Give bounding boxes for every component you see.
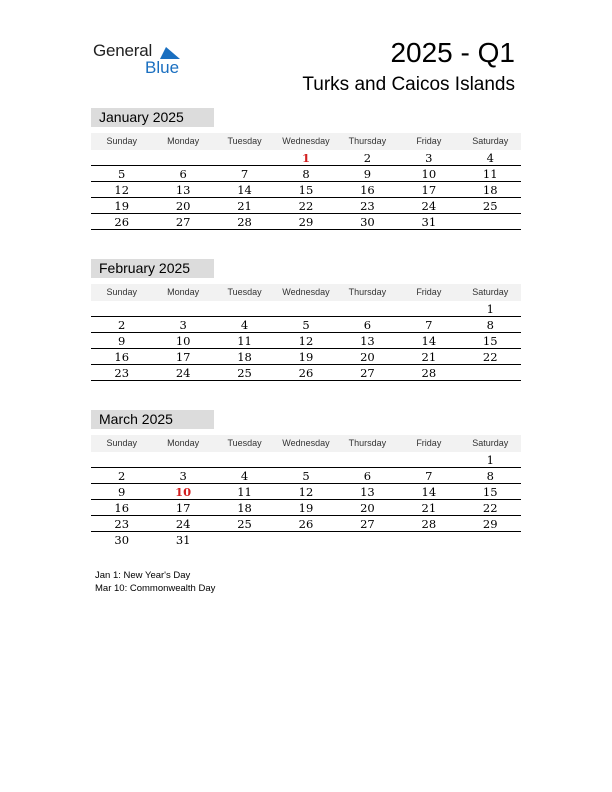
week-row (91, 150, 521, 166)
day-cell (214, 150, 275, 165)
day-cell: 16 (114, 501, 130, 515)
day-cell: 21 (421, 350, 437, 364)
day-cell: 3 (179, 469, 187, 483)
day-cell: 10 (421, 167, 437, 181)
week-row (91, 198, 521, 214)
day-cell (275, 452, 336, 467)
day-cell: 28 (237, 215, 252, 229)
day-cell: 16 (114, 350, 130, 364)
day-cell: 17 (175, 501, 191, 515)
day-cell: 13 (360, 485, 375, 499)
day-cell: 23 (114, 366, 130, 380)
day-cell: 21 (237, 199, 252, 213)
day-cell: 8 (486, 469, 494, 483)
weekday-label: Sunday (106, 438, 137, 448)
day-cell (214, 532, 275, 547)
day-cell: 4 (486, 151, 494, 165)
weekday-label: Monday (167, 287, 200, 297)
day-cell: 27 (175, 215, 191, 229)
day-cell: 19 (114, 199, 130, 213)
day-cell (214, 452, 275, 467)
week-row (91, 214, 521, 230)
weekday-label: Wednesday (282, 438, 330, 448)
holiday-notes (95, 570, 215, 595)
day-cell: 24 (175, 517, 191, 531)
day-cell (91, 150, 152, 165)
weekday-label: Wednesday (282, 136, 330, 146)
country-subtitle: Turks and Caicos Islands (302, 74, 515, 95)
day-cell (152, 150, 213, 165)
day-cell: 23 (360, 199, 375, 213)
day-cell: 30 (114, 533, 130, 547)
holiday-day-cell: 1 (301, 151, 310, 165)
day-cell: 9 (363, 167, 372, 181)
day-cell: 24 (175, 366, 191, 380)
day-cell (460, 365, 521, 380)
week-row (91, 500, 521, 516)
day-cell: 4 (240, 469, 249, 483)
weekday-header-row (91, 133, 521, 150)
page-title: 2025 - Q1 (390, 37, 515, 68)
month-calendar (91, 108, 521, 230)
day-cell: 8 (302, 167, 310, 181)
day-cell: 23 (114, 517, 130, 531)
day-cell: 21 (421, 501, 437, 515)
day-cell: 12 (114, 183, 130, 197)
day-cell: 13 (175, 183, 191, 197)
day-cell: 5 (302, 318, 310, 332)
weekday-header-row (91, 435, 521, 452)
day-cell: 27 (360, 366, 375, 380)
day-cell (152, 452, 213, 467)
day-cell: 22 (482, 501, 498, 515)
day-cell: 11 (237, 334, 252, 348)
day-cell: 7 (425, 318, 433, 332)
day-cell: 18 (237, 501, 252, 515)
day-cell: 20 (360, 501, 375, 515)
week-row (91, 166, 521, 182)
day-cell (398, 452, 459, 467)
weekday-label: Saturday (472, 287, 509, 297)
day-cell (91, 452, 152, 467)
day-cell: 27 (360, 517, 375, 531)
day-cell: 31 (421, 215, 437, 229)
weekday-label: Saturday (472, 438, 509, 448)
month-calendar (91, 259, 521, 381)
weekday-label: Thursday (348, 438, 387, 448)
day-cell: 17 (421, 183, 437, 197)
day-cell: 11 (237, 485, 252, 499)
day-cell: 30 (360, 215, 375, 229)
day-cell: 15 (482, 334, 498, 348)
day-cell: 3 (425, 151, 433, 165)
day-cell: 15 (482, 485, 498, 499)
weekday-label: Tuesday (227, 287, 262, 297)
week-row (91, 452, 521, 468)
day-cell: 13 (360, 334, 375, 348)
day-cell (275, 301, 336, 316)
day-cell: 24 (421, 199, 437, 213)
day-cell: 17 (175, 350, 191, 364)
week-row (91, 333, 521, 349)
day-cell: 4 (240, 318, 249, 332)
weekday-label: Tuesday (227, 136, 262, 146)
weekday-label: Thursday (348, 287, 387, 297)
weekday-label: Wednesday (282, 287, 330, 297)
day-cell: 5 (118, 167, 126, 181)
day-cell: 9 (118, 485, 126, 499)
day-cell: 6 (363, 318, 372, 332)
day-cell (337, 452, 398, 467)
day-cell: 14 (421, 485, 437, 499)
day-cell: 11 (482, 167, 498, 181)
day-cell (460, 214, 521, 229)
weekday-label: Monday (167, 136, 200, 146)
week-row (91, 484, 521, 500)
weekday-label: Saturday (472, 136, 509, 146)
day-cell: 3 (179, 318, 187, 332)
day-cell: 19 (298, 501, 314, 515)
day-cell: 26 (298, 366, 314, 380)
week-row (91, 301, 521, 317)
holiday-note: Mar 10: Commonwealth Day (95, 582, 216, 594)
day-cell: 26 (114, 215, 130, 229)
day-cell: 6 (363, 469, 372, 483)
day-cell: 16 (360, 183, 375, 197)
week-row (91, 317, 521, 333)
weekday-label: Monday (167, 438, 200, 448)
day-cell: 12 (298, 485, 314, 499)
week-row (91, 468, 521, 484)
day-cell: 2 (363, 151, 372, 165)
day-cell: 2 (118, 318, 126, 332)
day-cell (214, 301, 275, 316)
day-cell: 20 (360, 350, 375, 364)
day-cell: 18 (482, 183, 498, 197)
month-title: January 2025 (91, 108, 214, 127)
day-cell (91, 301, 152, 316)
month-title: March 2025 (91, 410, 214, 429)
week-row (91, 349, 521, 365)
day-cell: 14 (237, 183, 252, 197)
day-cell (337, 532, 398, 547)
holiday-note: Jan 1: New Year's Day (95, 570, 191, 581)
week-row (91, 365, 521, 381)
general-blue-logo (93, 41, 193, 81)
month-title: February 2025 (91, 259, 214, 278)
day-cell (337, 301, 398, 316)
day-cell: 2 (118, 469, 126, 483)
day-cell: 12 (298, 334, 314, 348)
day-cell: 8 (486, 318, 494, 332)
logo-text-general: General (93, 41, 153, 60)
weekday-label: Sunday (106, 287, 137, 297)
day-cell: 14 (421, 334, 437, 348)
weekday-label: Tuesday (227, 438, 262, 448)
day-cell: 10 (175, 334, 191, 348)
weekday-label: Friday (416, 287, 442, 297)
holiday-day-cell: 10 (175, 485, 192, 499)
day-cell (398, 532, 459, 547)
month-calendar (91, 410, 521, 547)
week-row (91, 516, 521, 532)
day-cell: 31 (175, 533, 191, 547)
day-cell (275, 532, 336, 547)
day-cell: 1 (486, 453, 494, 467)
week-row (91, 182, 521, 198)
day-cell: 29 (482, 517, 498, 531)
day-cell: 28 (421, 517, 437, 531)
weekday-label: Sunday (106, 136, 137, 146)
day-cell: 15 (298, 183, 314, 197)
weekday-label: Friday (416, 136, 442, 146)
day-cell: 28 (421, 366, 437, 380)
weekday-header-row (91, 284, 521, 301)
weekday-label: Friday (416, 438, 442, 448)
day-cell: 22 (298, 199, 314, 213)
day-cell: 5 (302, 469, 310, 483)
day-cell: 26 (298, 517, 314, 531)
day-cell: 29 (298, 215, 314, 229)
logo-text-blue: Blue (145, 58, 180, 77)
day-cell: 20 (175, 199, 191, 213)
week-row (91, 532, 521, 547)
day-cell: 18 (237, 350, 252, 364)
day-cell: 1 (486, 302, 494, 316)
day-cell: 7 (240, 167, 249, 181)
day-cell: 7 (425, 469, 433, 483)
day-cell (460, 532, 521, 547)
day-cell: 9 (118, 334, 126, 348)
day-cell: 25 (237, 517, 252, 531)
day-cell: 19 (298, 350, 314, 364)
weekday-label: Thursday (348, 136, 387, 146)
day-cell (152, 301, 213, 316)
day-cell: 25 (237, 366, 252, 380)
day-cell (398, 301, 459, 316)
day-cell: 22 (482, 350, 498, 364)
day-cell: 6 (179, 167, 187, 181)
day-cell: 25 (482, 199, 498, 213)
